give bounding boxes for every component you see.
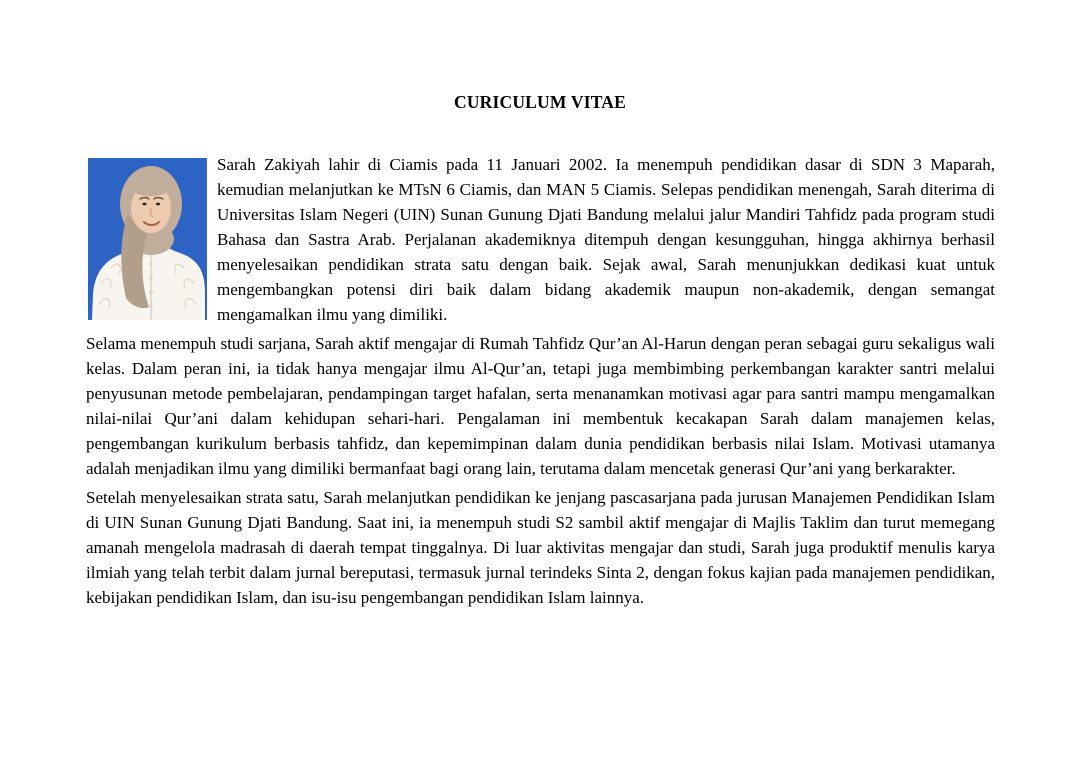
profile-photo [88, 158, 207, 320]
hijab-forehead-edge [128, 172, 174, 196]
paragraph-2: Selama menempuh studi sarjana, Sarah aktif mengajar di Rumah Tahfidz Qur’an Al-Harun dengan peran sebagai guru sekaligus wali kelas. Dalam peran ini, ia tidak hanya mengajar ilmu Al-Qur’an, tetapi juga membimbing perkembangan karakter santri melalui penyusunan metode pembelajaran, pendampingan target hafalan, serta menanamkan motivasi agar para santri mampu mengamalkan nilai-nilai Qur’ani dalam kehidupan sehari-hari. Pengalaman ini membentuk kecakapan Sarah dalam manajemen kelas, pengembangan kurikulum berbasis tahfidz, dan kepemimpinan dalam dunia pendidikan berbasis nilai Islam. Motivasi utamanya adalah menjadikan ilmu yang dimiliki bermanfaat bagi orang lain, terutama dalam mencetak generasi Qur’ani yang berkarakter. [86, 334, 995, 478]
page-title: CURICULUM VITAE [453, 92, 627, 112]
document-body [86, 152, 995, 610]
profile-photo-illustration [88, 158, 207, 320]
paragraph-1-text: Sarah Zakiyah lahir di Ciamis pada 11 Januari 2002. Ia menempuh pendidikan dasar di SDN 3 Maparah, kemudian melanjutkan ke MTsN 6 Ciamis, dan MAN 5 Ciamis. Selepas pendidikan menengah, Sarah diterima di Universitas Islam Negeri (UIN) Sunan Gunung Djati Bandung melalui jalur Mandiri Tahfidz pada program studi Bahasa dan Sastra Arab. Perjalanan akademiknya ditempuh dengan kesungguhan, hingga akhirnya berhasil menyelesaikan pendidikan strata satu dengan baik. Sejak awal, Sarah menunjukkan dedikasi kuat untuk mengembangkan potensi diri baik dalam bidang akademik maupun non-akademik, dengan semangat mengamalkan ilmu yang dimiliki. [217, 155, 995, 324]
paragraph-1 [86, 152, 995, 327]
paragraph-3: Setelah menyelesaikan strata satu, Sarah melanjutkan pendidikan ke jenjang pascasarjana pada jurusan Manajemen Pendidikan Islam di UIN Sunan Gunung Djati Bandung. Saat ini, ia menempuh studi S2 sambil aktif mengajar di Majlis Taklim dan turut memegang amanah mengelola madrasah di daerah tempat tinggalnya. Di luar aktivitas mengajar dan studi, Sarah juga produktif menulis karya ilmiah yang telah terbit dalam jurnal bereputasi, termasuk jurnal terindeks Sinta 2, dengan fokus kajian pada manajemen pendidikan, kebijakan pendidikan Islam, dan isu-isu pengembangan pendidikan Islam lainnya. [86, 488, 995, 607]
